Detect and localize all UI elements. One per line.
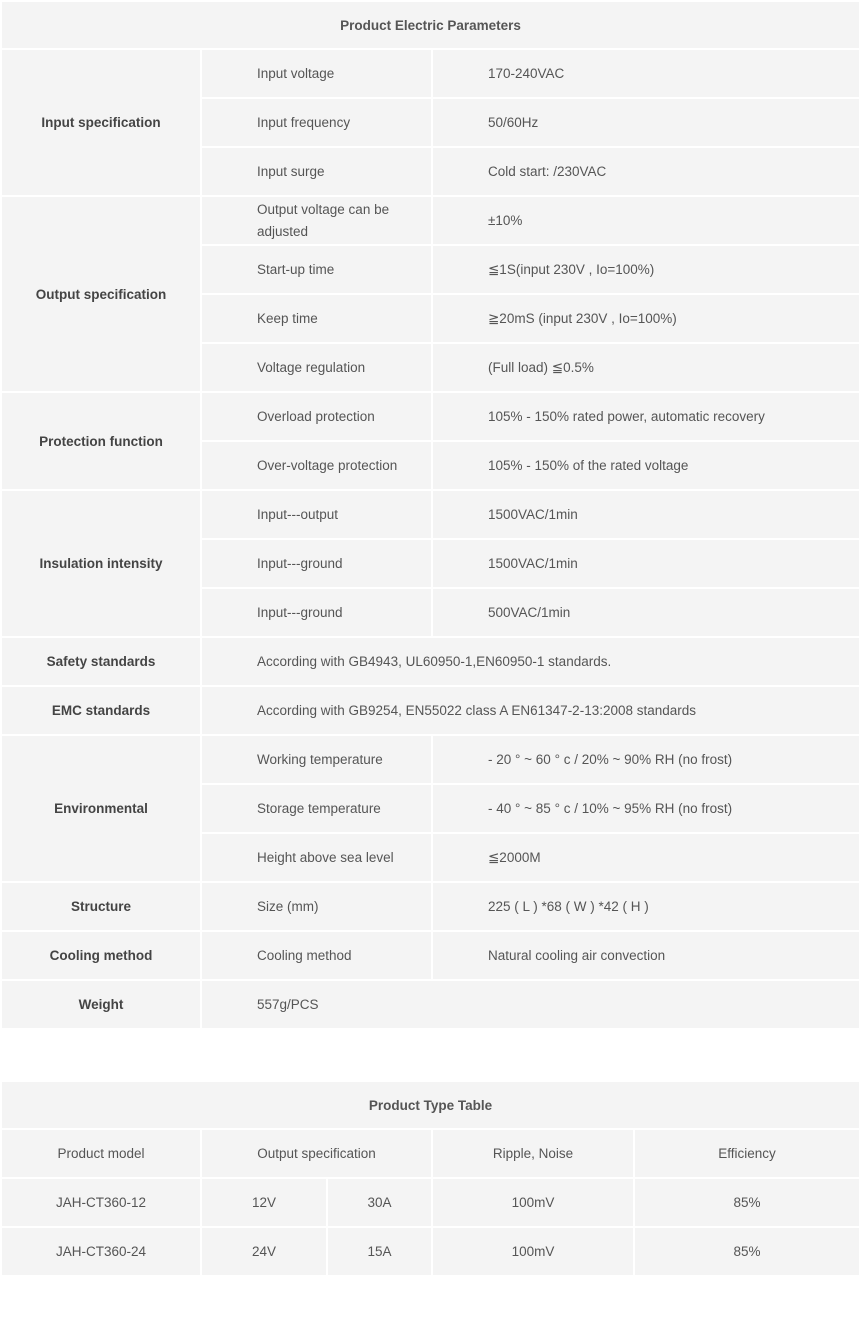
- parameter-value: ≦2000M: [432, 833, 860, 882]
- parameter-name: Input---output: [201, 490, 432, 539]
- table-row: [1, 490, 860, 539]
- category-emc-standards: EMC standards: [1, 686, 201, 735]
- parameter-value: 1500VAC/1min: [432, 490, 860, 539]
- table-row: [1, 49, 860, 98]
- parameter-value: 500VAC/1min: [432, 588, 860, 637]
- output-current-cell: 30A: [327, 1178, 432, 1227]
- category-input-specification: Input specification: [1, 49, 201, 196]
- parameter-name: Input voltage: [201, 49, 432, 98]
- parameter-name: Start-up time: [201, 245, 432, 294]
- output-current-cell: 15A: [327, 1227, 432, 1276]
- efficiency-cell: 85%: [634, 1178, 860, 1227]
- category-weight: Weight: [1, 980, 201, 1029]
- parameter-value: ≦1S(input 230V , Io=100%): [432, 245, 860, 294]
- parameter-value: Natural cooling air convection: [432, 931, 860, 980]
- category-insulation-intensity: Insulation intensity: [1, 490, 201, 637]
- category-structure: Structure: [1, 882, 201, 931]
- parameter-name: Output voltage can be adjusted: [201, 196, 432, 245]
- parameter-value: 105% - 150% rated power, automatic recovery: [432, 392, 860, 441]
- parameter-name: Size (mm): [201, 882, 432, 931]
- table-row: [1, 1178, 860, 1227]
- parameter-value: ±10%: [432, 196, 860, 245]
- section-gap: [0, 1030, 861, 1080]
- column-header: Product model: [1, 1129, 201, 1178]
- parameter-value: Cold start: /230VAC: [432, 147, 860, 196]
- parameter-value: According with GB4943, UL60950-1,EN60950-1 standards.: [201, 637, 860, 686]
- product-model-cell: JAH-CT360-24: [1, 1227, 201, 1276]
- output-voltage-cell: 12V: [201, 1178, 327, 1227]
- table-row: [1, 392, 860, 441]
- table-row: [1, 196, 860, 245]
- parameter-name: Input---ground: [201, 539, 432, 588]
- table-row: [1, 1227, 860, 1276]
- table-row: [1, 882, 860, 931]
- parameter-name: Voltage regulation: [201, 343, 432, 392]
- parameter-value: 557g/PCS: [201, 980, 860, 1029]
- parameter-name: Over-voltage protection: [201, 441, 432, 490]
- ripple-noise-cell: 100mV: [432, 1227, 634, 1276]
- category-safety-standards: Safety standards: [1, 637, 201, 686]
- parameter-value: - 20 ° ~ 60 ° c / 20% ~ 90% RH (no frost): [432, 735, 860, 784]
- product-model-cell: JAH-CT360-12: [1, 1178, 201, 1227]
- table-header-row: [1, 1129, 860, 1178]
- parameter-name: Input frequency: [201, 98, 432, 147]
- category-environmental: Environmental: [1, 735, 201, 882]
- parameter-value: 105% - 150% of the rated voltage: [432, 441, 860, 490]
- column-header: Output specification: [201, 1129, 432, 1178]
- column-header: Efficiency: [634, 1129, 860, 1178]
- parameter-name: Working temperature: [201, 735, 432, 784]
- ripple-noise-cell: 100mV: [432, 1178, 634, 1227]
- output-voltage-cell: 24V: [201, 1227, 327, 1276]
- table-row: [1, 980, 860, 1029]
- table-row: [1, 637, 860, 686]
- category-output-specification: Output specification: [1, 196, 201, 392]
- category-cooling-method: Cooling method: [1, 931, 201, 980]
- table-row: [1, 931, 860, 980]
- type-table-title: Product Type Table: [1, 1081, 860, 1129]
- table-row: [1, 686, 860, 735]
- parameter-name: Height above sea level: [201, 833, 432, 882]
- column-header: Ripple, Noise: [432, 1129, 634, 1178]
- parameter-name: Keep time: [201, 294, 432, 343]
- parameter-value: - 40 ° ~ 85 ° c / 10% ~ 95% RH (no frost): [432, 784, 860, 833]
- parameter-value: 170-240VAC: [432, 49, 860, 98]
- category-protection-function: Protection function: [1, 392, 201, 490]
- parameter-name: Input surge: [201, 147, 432, 196]
- parameter-name: Overload protection: [201, 392, 432, 441]
- parameter-name: Input---ground: [201, 588, 432, 637]
- parameter-value: (Full load) ≦0.5%: [432, 343, 860, 392]
- parameter-value: 50/60Hz: [432, 98, 860, 147]
- parameter-value: 225 ( L ) *68 ( W ) *42 ( H ): [432, 882, 860, 931]
- table-row: [1, 735, 860, 784]
- parameters-table-title: Product Electric Parameters: [1, 1, 860, 49]
- parameter-value: According with GB9254, EN55022 class A EN61347-2-13:2008 standards: [201, 686, 860, 735]
- product-type-table: [0, 1080, 861, 1277]
- parameter-value: 1500VAC/1min: [432, 539, 860, 588]
- parameter-name: Storage temperature: [201, 784, 432, 833]
- parameter-name: Cooling method: [201, 931, 432, 980]
- efficiency-cell: 85%: [634, 1227, 860, 1276]
- parameter-value: ≧20mS (input 230V , Io=100%): [432, 294, 860, 343]
